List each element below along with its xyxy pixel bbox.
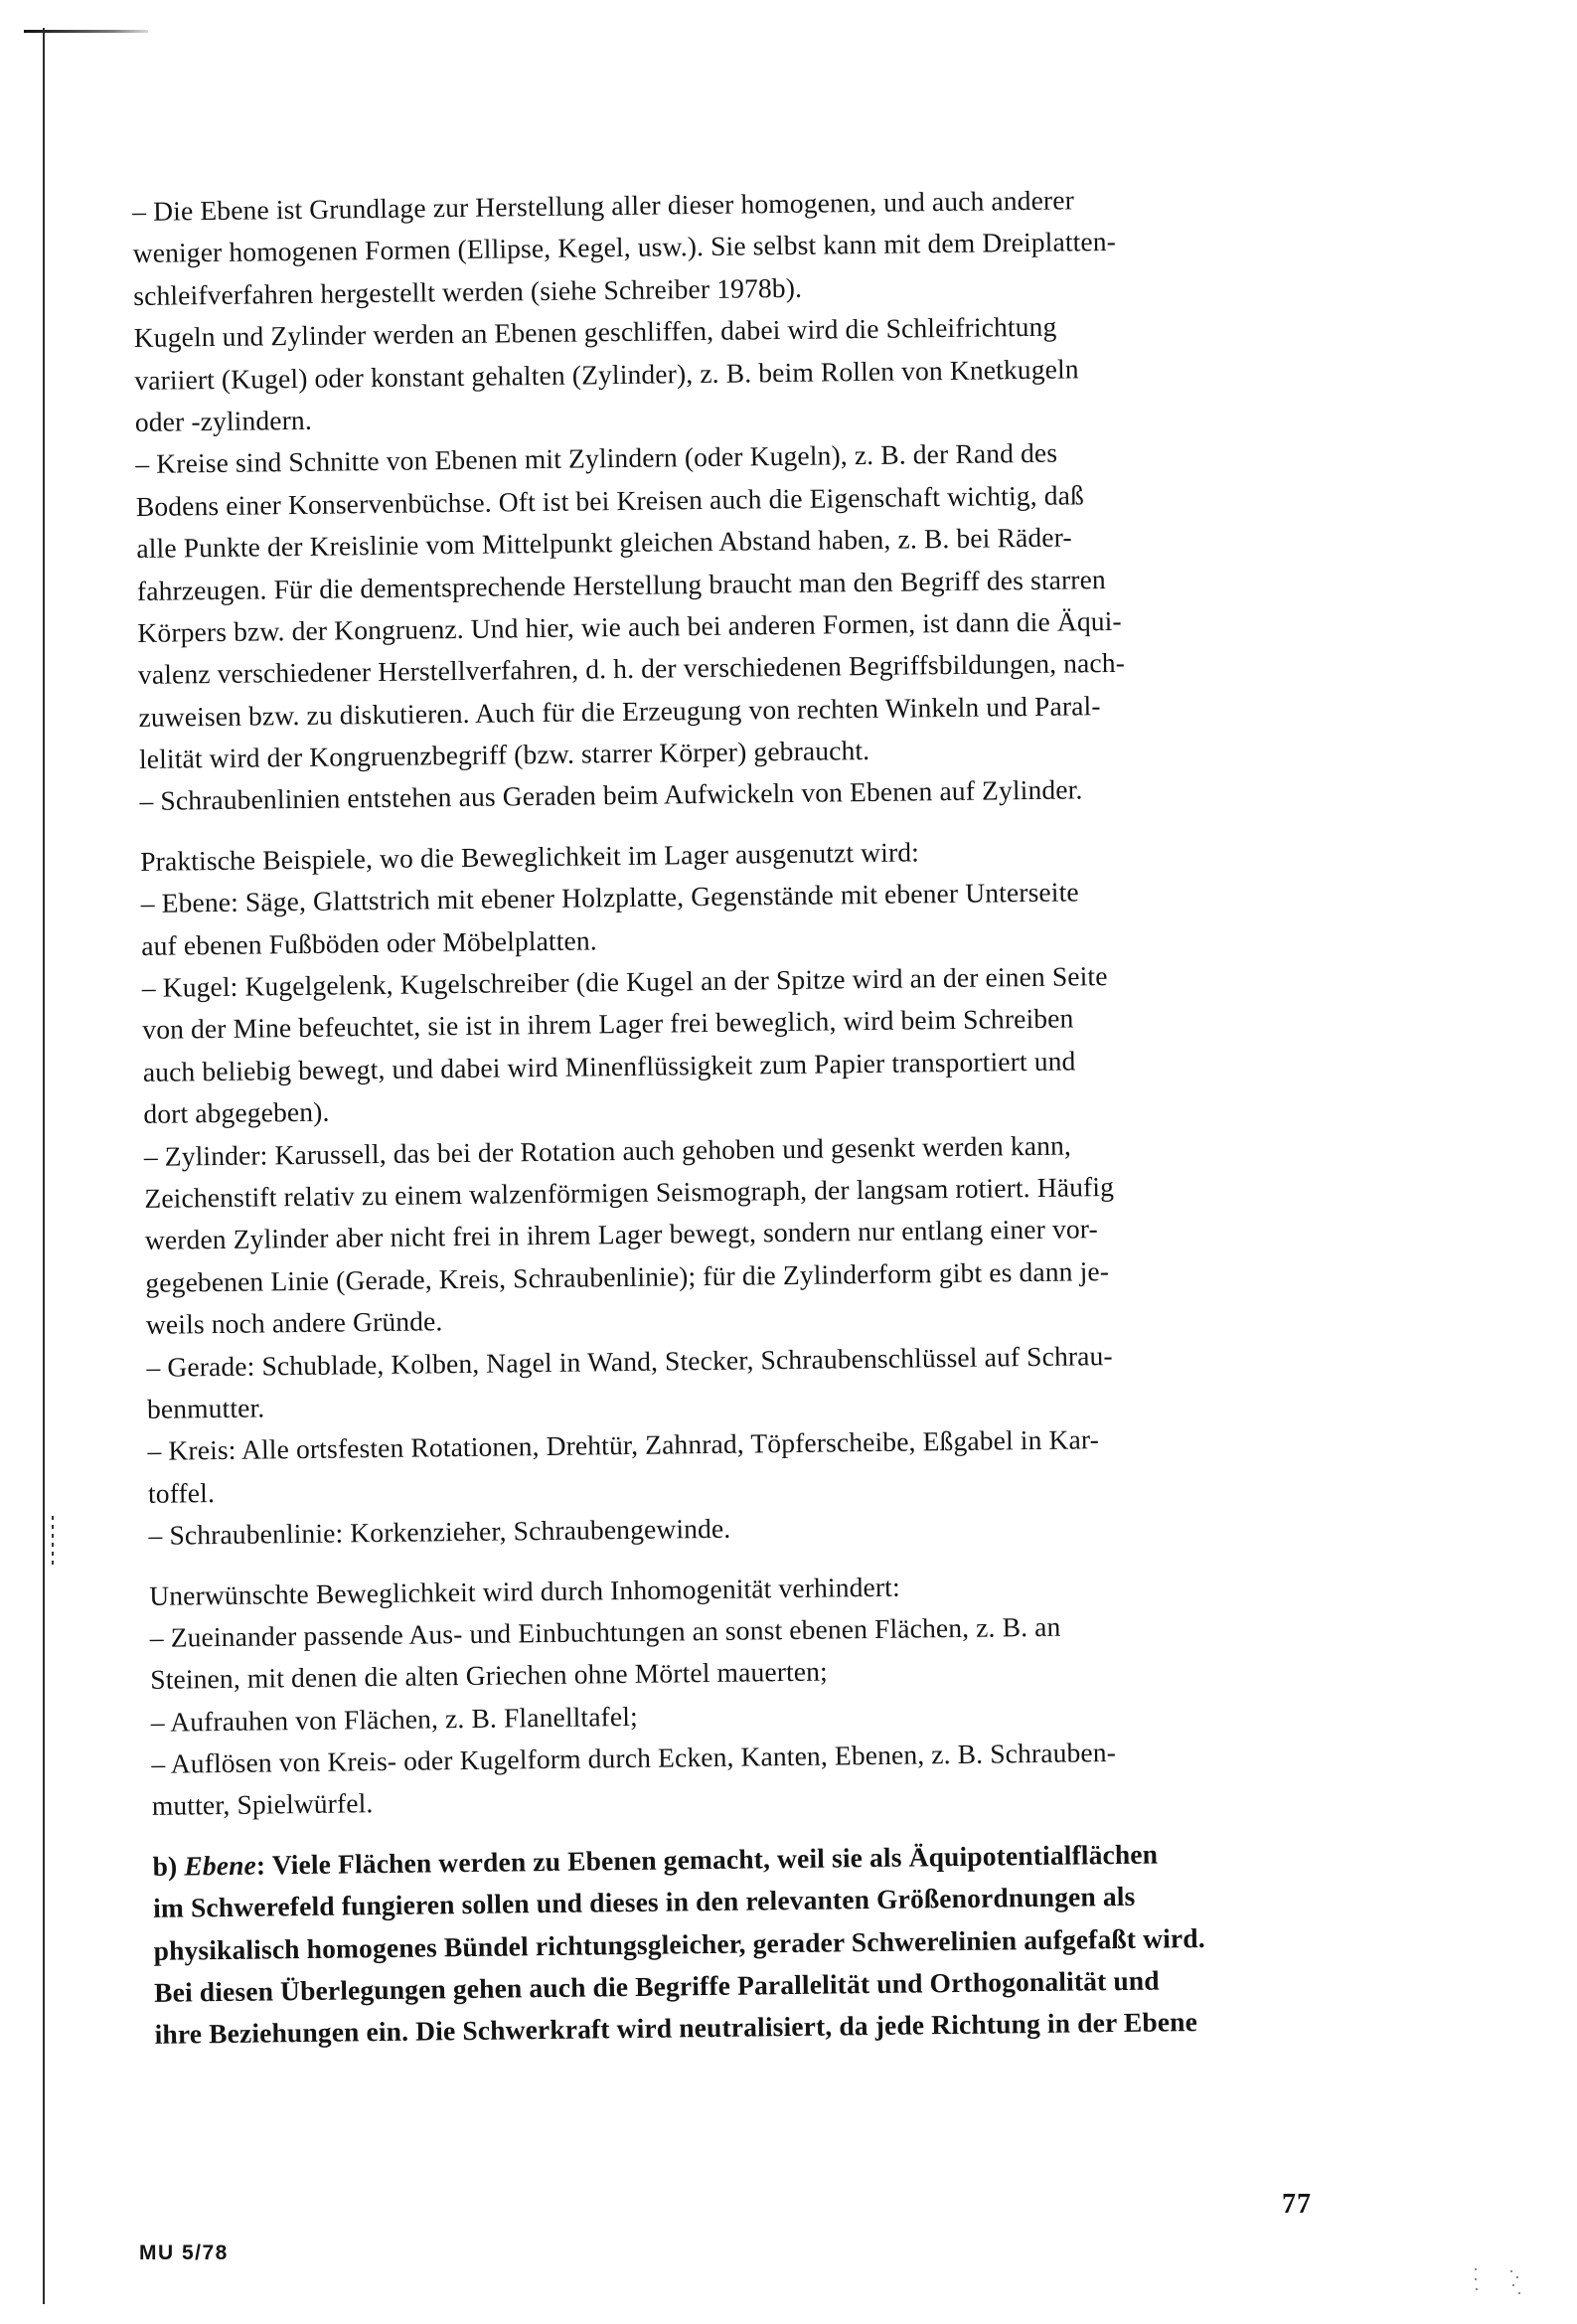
text-line: zuweisen bzw. zu diskutieren. Auch für die Erzeugung von rechten Winkeln und Paral- xyxy=(138,689,1101,733)
text-line: – Die Ebene ist Grundlage zur Herstellung aller dieser homogenen, und auch anderer xyxy=(132,184,1075,227)
body-text xyxy=(132,176,1338,2056)
ebene-term: Ebene xyxy=(184,1849,257,1882)
journal-reference: MU 5/78 xyxy=(139,2241,229,2264)
scan-noise xyxy=(1471,2266,1542,2300)
text-line: – Schraubenlinien entstehen aus Geraden beim Aufwickeln von Ebenen auf Zylinder. xyxy=(139,773,1083,817)
text-line: fahrzeugen. Für die dementsprechende Herstellung braucht man den Begriff des starren xyxy=(136,563,1107,606)
binding-margin-line xyxy=(43,28,45,2304)
text-line: schleifverfahren hergestellt werden (siehe Schreiber 1978b). xyxy=(133,271,803,311)
page-number: 77 xyxy=(1282,2189,1312,2220)
text-line: im Schwerefeld fungieren sollen und dieses in den relevanten Größenordnungen als xyxy=(152,1881,1136,1924)
text-line: – Schraubenlinie: Korkenzieher, Schraubengewinde. xyxy=(148,1512,731,1552)
text-line: – Gerade: Schublade, Kolben, Nagel in Wand, Stecker, Schraubenschlüssel auf Schrau- xyxy=(146,1339,1113,1383)
text-line: gegebenen Linie (Gerade, Kreis, Schraubenlinie); für die Zylinderform gibt es dann je- xyxy=(145,1254,1110,1298)
text-line: von der Mine befeuchtet, sie ist in ihrem Lager frei beweglich, wird beim Schreiben xyxy=(142,1002,1074,1046)
margin-dots xyxy=(52,1516,54,1568)
text-line: alle Punkte der Kreislinie vom Mittelpunkt gleichen Abstand haben, z. B. bei Räder- xyxy=(136,521,1072,565)
text-line: – Ebene: Säge, Glattstrich mit ebener Holzplatte, Gegenstände mit ebener Unterseite xyxy=(140,876,1079,919)
text-line: Kugeln und Zylinder werden an Ebenen geschliffen, dabei wird die Schleifrichtung xyxy=(133,310,1057,354)
text-line: – Kreise sind Schnitte von Ebenen mit Zylindern (oder Kugeln), z. B. der Rand des xyxy=(135,436,1058,480)
text-line: weils noch andere Gründe. xyxy=(145,1305,443,1341)
text-line: ihre Beziehungen ein. Die Schwerkraft wird neutralisiert, da jede Richtung in der Ebene xyxy=(154,2006,1198,2051)
text-line: benmutter. xyxy=(146,1392,265,1424)
text-line: oder -zylindern. xyxy=(134,404,313,437)
text-line: valenz verschiedener Herstellverfahren, d. h. der verschiedenen Begriffsbildungen, nach- xyxy=(137,647,1126,691)
text-line: weniger homogenen Formen (Ellipse, Kegel, usw.). Sie selbst kann mit dem Dreiplatten- xyxy=(132,226,1117,269)
text-line: auf ebenen Fußböden oder Möbelplatten. xyxy=(141,923,597,961)
text-line: Bodens einer Konservenbüchse. Oft ist bei Kreisen auch die Eigenschaft wichtig, daß xyxy=(135,479,1085,522)
text-line: toffel. xyxy=(147,1476,216,1509)
text-line: – Kugel: Kugelgelenk, Kugelschreiber (die Kugel an der Spitze wird an der einen Seite xyxy=(141,960,1108,1003)
text-line: mutter, Spielwürfel. xyxy=(151,1787,374,1822)
text-line: – Zueinander passende Aus- und Einbuchtungen an sonst ebenen Flächen, z. B. an xyxy=(149,1610,1061,1653)
section-label: b) xyxy=(152,1850,185,1882)
text-line: – Auflösen von Kreis- oder Kugelform durch Ecken, Kanten, Ebenen, z. B. Schrauben- xyxy=(151,1737,1117,1779)
text-line: Steinen, mit denen die alten Griechen ohne Mörtel mauerten; xyxy=(150,1655,829,1696)
text-line: auch beliebig bewegt, und dabei wird Minenflüssigkeit zum Papier transportiert und xyxy=(142,1045,1076,1087)
text-line: Zeichenstift relativ zu einem walzenförmigen Seismograph, der langsam rotiert. Häufig xyxy=(144,1170,1115,1214)
text-line: – Aufrauhen von Flächen, z. B. Flanelltafel; xyxy=(150,1700,638,1738)
text-line: werden Zylinder aber nicht frei in ihrem Lager bewegt, sondern nur entlang einer vor- xyxy=(144,1213,1099,1256)
ebene-line-rest: : Viele Flächen werden zu Ebenen gemacht, weil sie als Äquipotentialflächen xyxy=(255,1838,1159,1881)
text-line: dort abgegeben). xyxy=(143,1095,330,1130)
text-line: variiert (Kugel) oder konstant gehalten (Zylinder), z. B. beim Rollen von Knetkugeln xyxy=(134,352,1079,396)
text-line: Unerwünschte Beweglichkeit wird durch Inhomogenität verhindert: xyxy=(149,1571,900,1611)
text-line: Körpers bzw. der Kongruenz. Und hier, wie auch bei anderen Formen, ist dann die Äqui- xyxy=(137,604,1122,648)
text-line: lelität wird der Kongruenzbegriff (bzw. starrer Körper) gebraucht. xyxy=(138,735,870,775)
text-line: Praktische Beispiele, wo die Beweglichkeit im Lager ausgenutzt wird: xyxy=(140,836,920,877)
text-line: – Zylinder: Karussell, das bei der Rotation auch gehoben und gesenkt werden kann, xyxy=(143,1129,1072,1172)
text-line: – Kreis: Alle ortsfesten Rotationen, Drehtür, Zahnrad, Töpferscheibe, Eßgabel in Kar- xyxy=(147,1423,1100,1467)
text-line: Bei diesen Überlegungen gehen auch die Begriffe Parallelität und Orthogonalität und xyxy=(153,1964,1160,2008)
text-line: physikalisch homogenes Bündel richtungsgleicher, gerader Schwerelinien aufgefaßt wird. xyxy=(153,1921,1205,1966)
